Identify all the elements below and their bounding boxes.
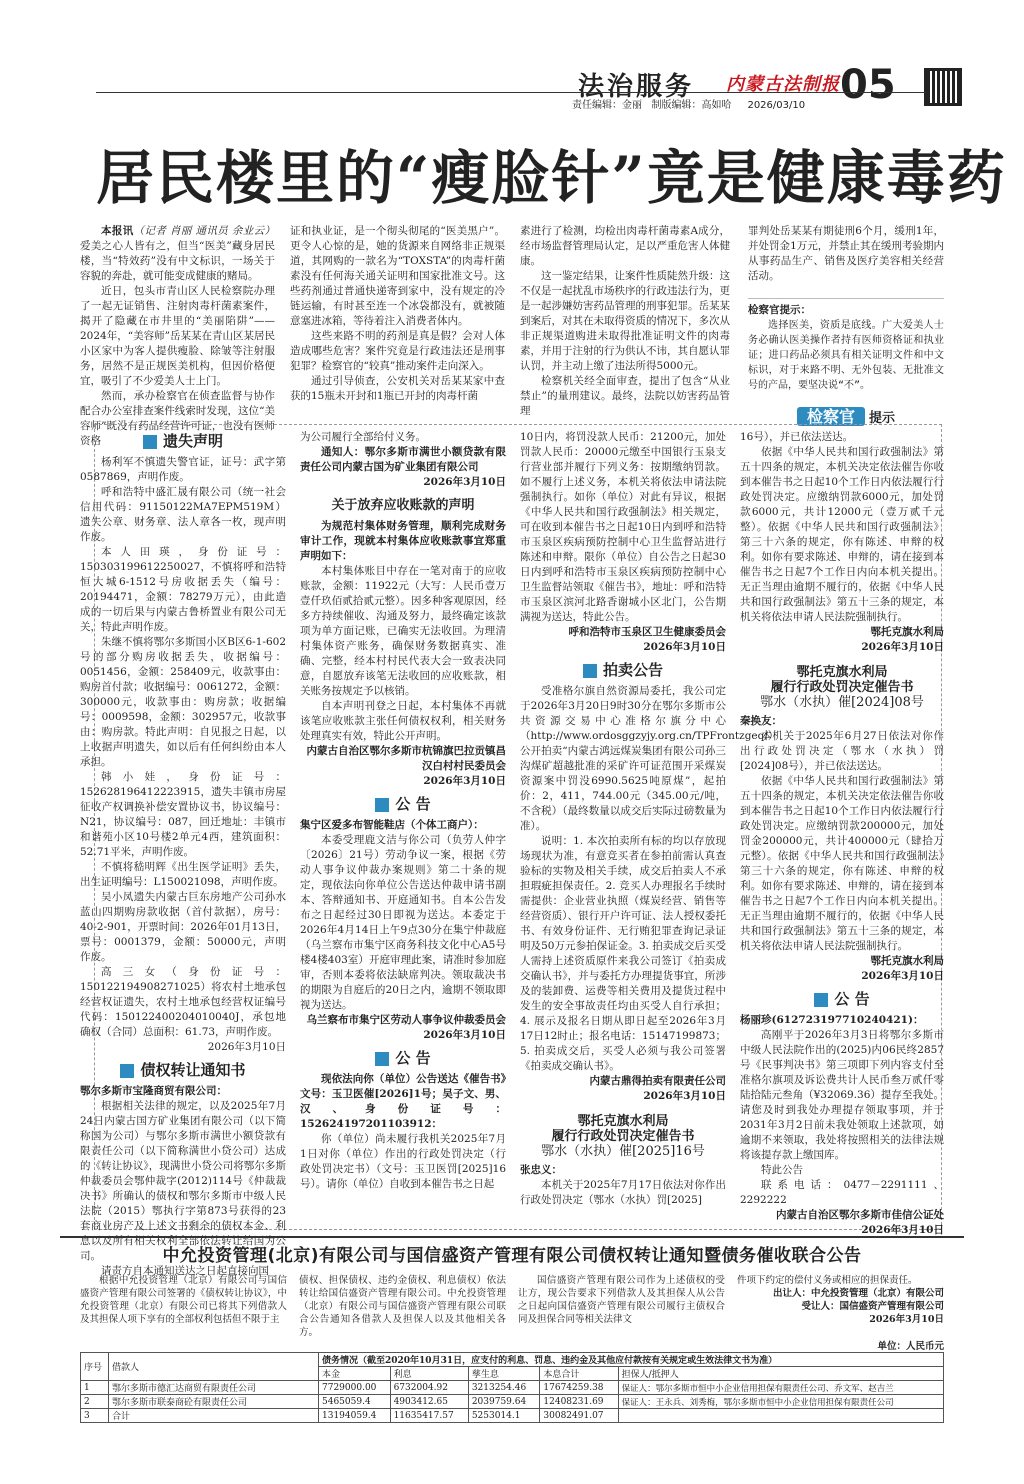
joint-paragraph: 债权、担保债权、违约金债权、利息债权）依法转让给国信盛资产管理有限公司。中允投资管理（北京）有限公司与国信盛资产管理有限公司联合公告通知各借款人及担保人以及其他相关各方。: [299, 1275, 506, 1338]
lost-notice-heading: 遗失声明: [80, 434, 286, 449]
urge-signer: 鄂托克旗水利局: [870, 626, 944, 638]
notice-heading: 公 告: [300, 1051, 506, 1066]
table-cell: 3: [81, 1409, 109, 1423]
assignor: 出让人：中允投资管理（北京）有限公司: [772, 1288, 944, 1299]
table-row: [81, 1381, 944, 1395]
notice-phone: 联系电话：0477－2291111、2292222: [740, 1179, 944, 1206]
urge-addressee: 秦换友：: [740, 715, 782, 727]
table-cell: 3213254.46: [468, 1381, 540, 1395]
notice-date: 2026年3月10日: [643, 641, 726, 653]
qr-code-icon: [924, 68, 962, 106]
table-header: 债务情况（截至2020年10月31日，应支付的利息、罚息、违约金及其他应付款按有关规定或生效法律文书为准）: [319, 1353, 944, 1367]
table-cell: 5253014.1: [468, 1409, 540, 1423]
notice-date: 2026年3月10日: [643, 1090, 726, 1102]
debt-notice-heading: 债权转让通知书: [80, 1063, 286, 1078]
notice-signer: 呼和浩特市玉泉区卫生健康委员会: [568, 626, 726, 638]
notice-addressee: 杨丽珍(612723197710240421)：: [740, 1014, 924, 1026]
urge-number: 鄂水（水执）催[2025]16号: [541, 1144, 705, 1159]
table-row: [81, 1395, 944, 1409]
dateline: 本报讯: [101, 225, 134, 237]
urge-paragraph: 16号），并已依法送达。: [740, 431, 854, 443]
urge-title: 鄂托克旗水利局: [577, 1114, 669, 1129]
lost-item: 本人田瑛，身份证号：150303199612250027，不慎将呼和浩特恒大城6-1512号房收据丢失（编号：20194471，金额：78279万元），由此造成的一切后果与内蒙古鲁桥置业有限公司无关，特此声明作废。: [80, 546, 286, 633]
table-cell: 合计: [109, 1409, 319, 1423]
urge-paragraph: 本机关于2025年6月27日依法对你作出行政处罚决定（鄂水（水执）罚[2024]08号），并已依法送达。: [740, 730, 944, 772]
table-cell: 30082491.07: [540, 1409, 618, 1423]
article-paragraph: 近日，包头市青山区人民检察院办理了一起无证销售、注射肉毒杆菌素案件，揭开了隐藏在市井里的“美丽陷阱”——2024年，“美容师”岳某某在青山区某居民小区家中为客人提供瘦脸、除皱等注射服务，居然不是正规医美机构，但因价格便宜，吸引了不少爱美人士上门。: [80, 285, 275, 387]
lost-item: 朱继不慎将鄂尔多斯国小区B区6-1-602号的部分购房收据丢失，收据编号：0051456，金额：258409元，收款事由：购房首付款；收据编号：0061272，金额：300000元，收款事由：购房款；收据编号：0009598，金额：302957元，收款事由：购房款。特此声明：自见报之日起，以上收据声明遗失，如以后有任何纠纷由本人承担。: [80, 636, 286, 768]
debt-paragraph: 为公司履行全部给付义务。: [300, 431, 426, 443]
table-cell: 7729000.00: [319, 1381, 391, 1395]
lost-item: 不慎将嵇明辉《出生医学证明》丢失，出生证明编号：L150021098，声明作废。: [80, 861, 286, 888]
table-cell: 鄂尔多斯市联泰商砼有限责任公司: [109, 1395, 319, 1409]
paper-logo: 内蒙古法制报: [726, 74, 840, 95]
table-cell: 2039759.64: [468, 1395, 540, 1409]
notice-head: 现依法向你（单位）公告送达《催告书》文号：玉卫医催[2026]1号；吴子文、男、汉、身份证号：152624197201103912：: [300, 1073, 506, 1130]
auction-signer: 内蒙古鼎得拍卖有限责任公司: [589, 1075, 726, 1087]
table-row: [81, 1409, 944, 1423]
table-header: 担保人/抵押人: [618, 1367, 943, 1381]
table-cell: 11635417.57: [390, 1409, 468, 1423]
waive-paragraph: 本村集体账目中存在一笔对南于的应收账款，金额：11922元（大写：人民币壹万壹仟玖佰贰拾贰元整）。因多种客观原因，经多方持续催收、沟通及努力，最终确定该款项为单方面记账，已确实无法收回。为理清村集体资产账务，确保财务数据真实、准确、完整，经本村村民代表大会一致表决同意，自愿放弃该笔无法收回的应收账款，相关账务按规定予以核销。: [300, 565, 506, 697]
notice-signer: 乌兰察布市集宁区劳动人事争议仲裁委员会: [306, 1014, 506, 1026]
auction-heading: 拍卖公告: [520, 663, 726, 678]
joint-paragraph: 根据中允投资管理（北京）有限公司与国信盛资产管理有限公司签署的《债权转让协议》，中允投资管理（北京）有限公司已将其下列借款人及其担保人项下享有的全部权利包括但不限于主: [80, 1275, 287, 1325]
table-header: 序号: [81, 1353, 109, 1381]
notice-date: 2026年3月10日: [423, 775, 506, 787]
section-name: 法治服务: [578, 72, 695, 102]
debt-paragraph: 根据相关法律的规定，以及2025年7月24日内蒙古国方矿业集团有限公司（以下简称国为公司）与鄂尔多斯市满世小额贷款有限责任公司（以下简称满世小贷公司）达成的《转让协议》，现满世小贷公司将鄂尔多斯仲裁委员会鄂仲裁字(2012)114号《仲裁裁决书》所确认的债权和鄂尔多斯市中级人民法院（2015）鄂执行字第873号获得的23套商业房产及上述文书剩余的债权本金、利息以及所有相关权利全部依法转让给国为公司。: [80, 1100, 286, 1262]
table-header: 孳生息: [468, 1367, 540, 1381]
notice-heading: 公 告: [300, 797, 506, 812]
article-paragraph: 这一鉴定结果，让案件性质陡然升级：这不仅是一起扰乱市场秩序的行政违法行为，更是一起涉嫌妨害药品管理的刑事犯罪。岳某某到案后，对其在未取得资质的情况下，多次从非正规渠道购进未取得批准证明文件的肉毒素，并用于注射的行为供认不讳，其自愿认罪认罚，并主动上缴了违法所得5000元。: [520, 270, 730, 372]
table-cell: 1: [81, 1381, 109, 1395]
lost-item: 高三女（身份证号：150122194908271025）将农村土地承包经营权证遗失，农村土地承包经营权证编号代码：150122400204010040J，承包地确权（合同）总面积：61.73，声明作废。: [80, 966, 286, 1038]
lost-notice-list: [80, 455, 286, 1040]
lead-paragraph: 爱美之心人皆有之，但当“医美”藏身居民楼，当“特效药”没有中文标识，一场关于容貌的奔赴，就可能变成健康的赌局。: [80, 240, 275, 282]
notice-paragraph: 高刚平于2026年3月3日将鄂尔多斯市中级人民法院作出的(2025)内06民终2857号《民事判决书》第三项即下列内容支付至准格尔旗项及诉讼费共计人民币叁万贰仟零陆拾陆元叁角（¥32069.36）提存至我处。请您及时到我处办理提存领取事项，并于2031年3月2日前未我处领取上述款项，如逾期不来领取，我处将按照相关的法律法规将该提存款上缴国库。: [740, 1029, 944, 1161]
article-paragraph: 然而，承办检察官在侦查监督与协作配合办公室排查案件线索时发现，这位“美容师”既没有药品经营许可证，也没有医师资格: [80, 390, 275, 447]
bullet-square-icon: [814, 993, 828, 1007]
joint-paragraph: 件项下约定的偿付义务或相应的担保责任。: [737, 1275, 918, 1286]
prosecutor-badge: 检察官: [797, 407, 865, 426]
design-credit: 制版编辑：高如哈: [651, 100, 732, 111]
notice-paragraph: 本委受理鹿文洁与你公司（负劳人仲字〔2026〕21号）劳动争议一案，根据《劳动人事争议仲裁办案规则》第二十条的规定，现依法向你单位公告送达仲裁申请书副本、答辩通知书、开庭通知书。自本公告发布之日起经过30日即视为送达。本委定于2026年4月14日上午9点30分在集宁仲裁庭（乌兰察布市集宁区商务科技文化中心A5号楼4楼403室）开庭审理此案，请准时参加庭审，否则本委将依法缺席判决。领取裁决书的期限为自庭后的20日之内，逾期不领取即视为送达。: [300, 834, 506, 1011]
article-paragraph: 素进行了检测，均检出肉毒杆菌毒素A成分，经市场监督管理局认定，足以严重危害人体健康。: [520, 225, 730, 267]
page-number: 05: [840, 62, 896, 108]
article-paragraph: 罪判处岳某某有期徒刑6个月，缓刑1年，并处罚金1万元，并禁止其在缓刑考验期内从事药品生产、销售及医疗美容相关经营活动。: [748, 225, 944, 282]
article-paragraph: 证和执业证，是一个彻头彻尾的“医美黑户”。更令人心惊的是，她的货源来自网络非正规渠道，其网购的一款名为“TOXSTA”的肉毒杆菌素没有任何海关通关证明和国家批准文号。这些药剂通过普通快递寄到家中，没有规定的冷链运输，有时甚至连一个冰袋都没有，就被随意塞进冰箱，等待着注入消费者体内。: [290, 225, 505, 327]
notifier: 通知人：鄂尔多斯市满世小额贷款有限责任公司内蒙古国为矿业集团有限公司: [300, 446, 506, 473]
notice-date: 2026年3月10日: [423, 476, 506, 488]
notice-date: 2026年3月10日: [861, 641, 944, 653]
debt-addressee: 鄂尔多斯市宝隆商贸有限公司：: [80, 1085, 227, 1097]
urge-paragraph: 依据《中华人民共和国行政强制法》第五十四条的规定，本机关决定依法催告你收到本催告书之日起10个工作日内依法履行行政处罚决定。应缴纳罚款6000元，加处罚款6000元，共计12000元（壹万贰千元整）。依据《中华人民共和国行政强制法》第三十六条的规定，你有陈述、申辩的权利。如你有要求陈述、申辩的，请在接到本催告书之日起7个工作日内向本机关提出。无正当理由逾期不履行的，依据《中华人民共和国行政强制法》第五十三条的规定，本机关将依法申请人民法院强制执行。: [740, 446, 944, 623]
joint-paragraph: 国信盛资产管理有限公司作为上述债权的受让方，现公告要求下列借款人及其担保人从公告之日起向国信盛资产管理有限公司履行主债权合同及担保合同等相关法律文: [518, 1275, 725, 1325]
table-header: 利息: [390, 1367, 468, 1381]
lost-item: 吴小凤遗失内蒙古巨东房地产公司孙水蓝山四期购房款收据（首付款据），房号：40-2-901，开票时间：2026年01月13日，票号：0001379，金额：50000元，声明作废。: [80, 891, 286, 963]
urge-number: 鄂水（水执）催[2024]08号: [760, 695, 924, 710]
assignee: 受让人：国信盛资产管理有限公司: [801, 1301, 944, 1312]
table-header: 本金: [319, 1367, 391, 1381]
joint-notice-title: 中允投资管理(北京)有限公司与国信盛资产管理有限公司债权转让通知暨债务催收联合公告: [162, 1246, 862, 1266]
debt-table: [80, 1352, 944, 1423]
notice-heading: 公 告: [740, 992, 944, 1007]
table-header: 本息合计: [540, 1367, 618, 1381]
badge-suffix: 提示: [869, 411, 896, 426]
table-cell: 鄂尔多斯市德汇达商贸有限责任公司: [109, 1381, 319, 1395]
urge-signer: 鄂托克旗水利局: [870, 955, 944, 967]
urge-paragraph: 本机关于2025年7月17日依法对你作出行政处罚决定（鄂水（水执）罚[2025]: [520, 1179, 726, 1206]
urge-addressee: 张忠义：: [520, 1164, 562, 1176]
notice-paragraph: 10日内，将罚没款人民币：21200元，加处罚款人民币：20000元缴至中国银行玉泉支行营业部并履行下列义务：按期缴纳罚款。如不履行上述义务，本机关将依法申请法院强制执行。如你（单位）对此有异议，根据《中华人民共和国行政强制法》相关规定，可在收到本催告书之日起10日内到呼和浩特市玉泉区疾病预防控制中心卫生监督站进行陈述和申辩。限你（单位）自公告之日起30日内到呼和浩特市玉泉区疾病预防控制中心卫生监督站领取《催告书》，地址：呼和浩特市玉泉区滨河北路香谢城小区北门，公告期满视为送达，特此公告。: [520, 431, 726, 623]
table-cell: 2: [81, 1395, 109, 1409]
notice-date: 2026年3月10日: [207, 1041, 286, 1053]
headline: 居民楼里的“瘦脸针”竟是健康毒药: [96, 144, 1007, 212]
lost-item: 杨利军不慎遗失警官证，证号：武字第0587869，声明作废。: [80, 456, 286, 483]
bullet-square-icon: [375, 1052, 389, 1066]
table-header: 借款人: [109, 1353, 319, 1381]
waive-signer: 内蒙古自治区鄂尔多斯市杭锦旗巴拉贡镇昌汉白村村民委员会: [306, 745, 506, 772]
notice-paragraph: 特此公告: [761, 1164, 803, 1176]
table-cell: 5465059.4: [319, 1395, 391, 1409]
urge-title: 履行行政处罚决定催告书: [551, 1129, 695, 1144]
bullet-square-icon: [143, 435, 157, 449]
article-paragraph: 通过引导侦查，公安机关对岳某某家中查获的15瓶未开封和1瓶已开封的肉毒杆菌: [290, 375, 505, 402]
table-cell: 13194059.4: [319, 1409, 391, 1423]
article-paragraph: 检察机关经全面审查，提出了包含“从业禁止”的量刑建议。最终，法院以妨害药品管理: [520, 375, 730, 417]
auction-paragraph: 受准格尔旗自然资源局委托，我公司定于2026年3月20日9时30分在鄂尔多斯市公共资源交易中心准格尔旗分中心（http://www.ordosggzyjy.org.cn/TPFrontzgeq/）公开拍卖“内蒙古鸿远煤炭集团有限公司孙三沟煤矿超越批准的采矿许可证范围开采煤炭资源案中罚没6990.5625吨原煤”，起拍价：2，411，744.00元（345.00元/吨，不含税）（最终数量以成交后实际过磅数量为准）。: [520, 685, 779, 832]
bullet-square-icon: [375, 798, 389, 812]
table-cell: [618, 1409, 943, 1423]
byline: （记者 肖丽 通讯员 余业云）: [133, 225, 276, 237]
notice-paragraph: 你（单位）尚未履行我机关2025年7月1日对你（单位）作出的行政处罚决定（行政处罚决定书）（文号：玉卫医罚[2025]16号）。请你（单位）自收到本催告书之日起: [300, 1133, 506, 1190]
table-cell: 6732004.92: [390, 1381, 468, 1395]
urge-title: 履行行政处罚决定催告书: [770, 680, 914, 695]
article-paragraph: 这些来路不明的药剂是真是假？会对人体造成哪些危害？案件究竟是行政违法还是刑事犯罪？检察官的“较真”推动案件走向深入。: [290, 330, 505, 372]
table-cell: 保证人：鄂尔多斯市恒中小企业信用担保有限责任公司、乔文军、赵吉兰: [618, 1381, 943, 1395]
notice-date: 2026年3月10日: [861, 970, 944, 982]
tip-title: 检察官提示：: [748, 304, 811, 316]
bullet-square-icon: [583, 664, 597, 678]
table-cell: 4903412.65: [390, 1395, 468, 1409]
table-unit: 单位：人民币元: [877, 1341, 944, 1352]
waive-intro: 为规范村集体财务管理，顺利完成财务审计工作，现就本村集体应收账款事宜郑重声明如下：: [300, 520, 506, 562]
notice-date: 2026年3月10日: [423, 1029, 506, 1041]
table-cell: 17674259.38: [540, 1381, 618, 1395]
joint-notice: [60, 1236, 964, 1476]
urge-title: 鄂托克旗水利局: [796, 665, 888, 680]
tip-body: 选择医美，资质是底线。广大爱美人士务必确认医美操作者持有医师资格证和执业证；进口药品必须具有相关证明文件和中文标识，对于来路不明、无外包装、无批准文号的产品，要坚决说“不”。: [748, 320, 944, 391]
table-cell: 12408231.69: [540, 1395, 618, 1409]
auction-notes: 说明：1. 本次拍卖所有标的均以存放现场现状为准，有意竞买者在参拍前需认真查验标的实物及相关手续，成交后拍卖人不承担瑕疵担保责任。2. 竞买人办理报名手续时需提供：企业营业执照（煤炭经营、销售等经营资质）、银行开户许可证、法人授权委托书、有效身份证件、无行贿犯罪查询记录证明及50万元参拍保证金。3. 拍卖成交后买受人需持上述资质原件来我公司签订《拍卖成交确认书》，并与委托方办理提货事宜，所涉及的装卸费、运费等相关费用及提货过程中发生的安全事故责任均由买受人自行承担；4. 展示及报名日期从即日起至2026年3月17日12时止；报名电话：15147199873；5. 拍卖成交后，买受人必须与我公司签署《拍卖成交确认书》。: [520, 835, 726, 1072]
editor-credit: 责任编辑：金丽: [572, 100, 642, 111]
waive-paragraph: 自本声明刊登之日起，本村集体不再就该笔应收账款主张任何债权权利，相关财务处理真实有效，特此公开声明。: [300, 700, 506, 742]
urge-paragraph: 依据《中华人民共和国行政强制法》第五十四条的规定，本机关决定依法催告你收到本催告书之日起10个工作日内依法履行行政处罚决定。应缴纳罚款200000元，加处罚金200000元，共计400000元（肆拾万元整）。依据《中华人民共和国行政强制法》第三十六条的规定，你有陈述、申辩的权利。如你有要求陈述、申辩的，请在接到本催告书之日起7个工作日内向本机关提出。无正当理由逾期不履行的，依据《中华人民共和国行政强制法》第五十三条的规定，本机关将依法申请人民法院强制执行。: [740, 775, 944, 952]
notice-signer: 内蒙古自治区鄂尔多斯市佳信公证处: [776, 1209, 944, 1221]
header-rule: [96, 92, 926, 93]
notice-addressee: 集宁区爱多布智能鞋店（个体工商户）：: [300, 819, 484, 831]
notice-date: 2026年3月10日: [861, 1224, 944, 1236]
lost-item: 韩小娃，身份证号：152628196412223915，遗失丰镇市房屋征收产权调换补偿安置协议书，协议编号：N21，协议编号：087，回迁地址：丰镇市和谐苑小区10号楼2单元4西，建筑面积：52.71平米，声明作废。: [80, 771, 286, 858]
notice-date: 2026年3月10日: [869, 1314, 944, 1325]
table-cell: 保证人：王永兵、刘秀梅，鄂尔多斯市恒中小企业信用担保有限责任公司: [618, 1395, 943, 1409]
issue-date: 2026/03/10: [747, 100, 806, 111]
waive-heading: 关于放弃应收账款的声明: [331, 498, 475, 513]
bullet-square-icon: [120, 1064, 134, 1078]
lost-item: 呼和浩特中盛汇晟有限公司（统一社会信用代码：91150122MA7EPM519M）遗失公章、财务章、法人章各一枚，现声明作废。: [80, 486, 286, 543]
debt-paragraph: 请责方自本通知送达之日起直接向国: [101, 1265, 269, 1277]
